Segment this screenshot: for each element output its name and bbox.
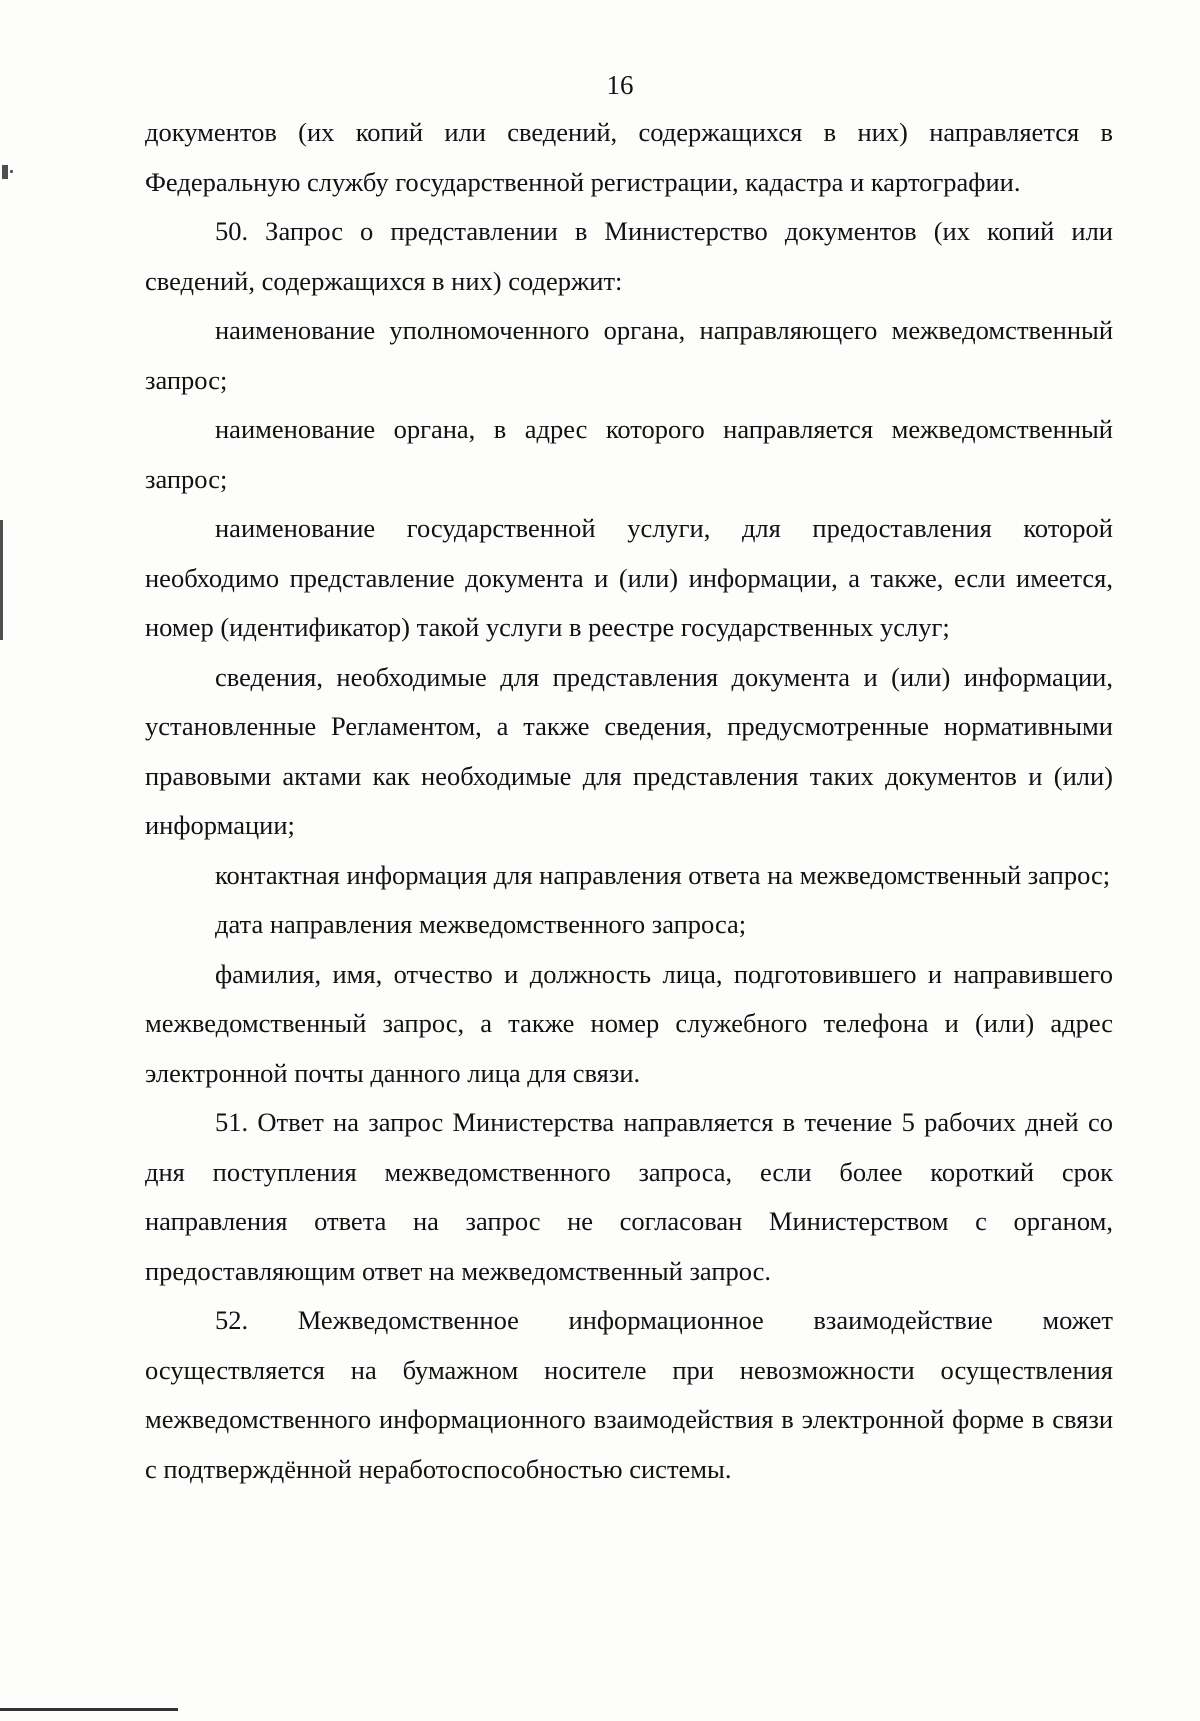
paragraph-continuation: документов (их копий или сведений, содержащихся в них) направляется в Федеральную службу государственной регистрации, кадастра и картографии. xyxy=(145,117,1113,197)
list-item: дата направления межведомственного запроса; xyxy=(215,909,747,939)
scan-bottom-line xyxy=(0,1708,178,1711)
document-body xyxy=(145,108,1113,1494)
page-number: 16 xyxy=(606,70,634,100)
paragraph-item-50: 50. Запрос о представлении в Министерство документов (их копий или сведений, содержащихся в них) содержит: xyxy=(145,216,1113,296)
scan-speck xyxy=(10,170,13,173)
paragraph-item-51: 51. Ответ на запрос Министерства направляется в течение 5 рабочих дней со дня поступления межведомственного запроса, если более короткий срок направления ответа на запрос не согласован Министерством с органом, предоставляющим ответ на межведомственный запрос. xyxy=(145,1107,1113,1286)
list-item: наименование уполномоченного органа, направляющего межведомственный запрос; xyxy=(145,315,1113,395)
list-item: наименование органа, в адрес которого направляется межведомственный запрос; xyxy=(145,414,1113,494)
scan-edge-mark xyxy=(0,520,3,640)
list-item: сведения, необходимые для представления документа и (или) информации, установленные Регламентом, а также сведения, предусмотренные нормативными правовыми актами как необходимые для представления таких документов и (или) информации; xyxy=(145,661,1113,840)
list-item: фамилия, имя, отчество и должность лица, подготовившего и направившего межведомственный запрос, а также номер служебного телефона и (или) адрес электронной почты данного лица для связи. xyxy=(145,958,1113,1088)
paragraph-item-52: 52. Межведомственное информационное взаимодействие может осуществляется на бумажном носителе при невозможности осуществления межведомственного информационного взаимодействия в электронной форме в связи с подтверждённой неработоспособностью системы. xyxy=(145,1305,1113,1484)
list-item: наименование государственной услуги, для предоставления которой необходимо представление документа и (или) информации, а также, если имеется, номер (идентификатор) такой услуги в реестре государственных услуг; xyxy=(145,513,1113,642)
scan-edge-mark xyxy=(2,165,8,179)
list-item: контактная информация для направления ответа на межведомственный запрос; xyxy=(215,859,1111,890)
